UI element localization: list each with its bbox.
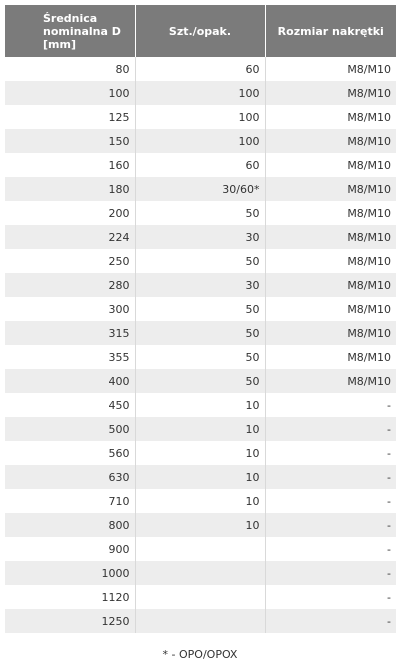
table-header — [5, 5, 396, 57]
cell-diameter: 250 — [5, 249, 135, 273]
cell-qty: 50 — [135, 201, 265, 225]
cell-qty: 10 — [135, 441, 265, 465]
table-body — [5, 57, 396, 633]
cell-diameter: 630 — [5, 465, 135, 489]
cell-diameter: 160 — [5, 153, 135, 177]
cell-qty: 10 — [135, 417, 265, 441]
footnote: * - OPO/OPOX — [162, 648, 238, 661]
table-row — [5, 321, 396, 345]
cell-nut-size: - — [265, 441, 396, 465]
table-row — [5, 393, 396, 417]
cell-qty — [135, 537, 265, 561]
header-nut-size: Rozmiar nakrętki — [265, 5, 396, 57]
cell-nut-size: - — [265, 537, 396, 561]
cell-diameter: 1250 — [5, 609, 135, 633]
cell-nut-size: M8/M10 — [265, 57, 396, 81]
cell-diameter: 80 — [5, 57, 135, 81]
table-row — [5, 57, 396, 81]
table-row — [5, 297, 396, 321]
cell-diameter: 300 — [5, 297, 135, 321]
cell-nut-size: M8/M10 — [265, 369, 396, 393]
cell-diameter: 1120 — [5, 585, 135, 609]
cell-diameter: 180 — [5, 177, 135, 201]
table-row — [5, 345, 396, 369]
cell-nut-size: - — [265, 585, 396, 609]
table-row — [5, 369, 396, 393]
table-row — [5, 273, 396, 297]
cell-qty: 100 — [135, 81, 265, 105]
header-diameter-line1: Średnica — [43, 11, 98, 25]
cell-diameter: 800 — [5, 513, 135, 537]
cell-nut-size: M8/M10 — [265, 177, 396, 201]
cell-qty — [135, 561, 265, 585]
header-row — [5, 5, 396, 57]
cell-qty: 100 — [135, 129, 265, 153]
table-row — [5, 225, 396, 249]
cell-qty: 10 — [135, 393, 265, 417]
header-diameter — [5, 5, 135, 57]
cell-qty: 10 — [135, 513, 265, 537]
table-row — [5, 489, 396, 513]
table-row — [5, 441, 396, 465]
cell-qty: 50 — [135, 345, 265, 369]
cell-diameter: 900 — [5, 537, 135, 561]
table-row — [5, 609, 396, 633]
cell-nut-size: M8/M10 — [265, 129, 396, 153]
cell-qty: 30 — [135, 273, 265, 297]
cell-nut-size: M8/M10 — [265, 297, 396, 321]
cell-qty — [135, 585, 265, 609]
cell-qty: 50 — [135, 321, 265, 345]
cell-nut-size: M8/M10 — [265, 201, 396, 225]
cell-qty: 100 — [135, 105, 265, 129]
cell-qty: 10 — [135, 465, 265, 489]
cell-qty: 50 — [135, 297, 265, 321]
table-row — [5, 129, 396, 153]
table-row — [5, 513, 396, 537]
cell-nut-size: - — [265, 465, 396, 489]
header-diameter-line3: [mm] — [43, 37, 76, 51]
table-row — [5, 177, 396, 201]
cell-nut-size: - — [265, 393, 396, 417]
cell-nut-size: M8/M10 — [265, 345, 396, 369]
table-row — [5, 105, 396, 129]
cell-diameter: 280 — [5, 273, 135, 297]
cell-qty — [135, 609, 265, 633]
cell-nut-size: - — [265, 489, 396, 513]
cell-qty: 30/60* — [135, 177, 265, 201]
cell-diameter: 560 — [5, 441, 135, 465]
table-row — [5, 417, 396, 441]
cell-diameter: 355 — [5, 345, 135, 369]
cell-diameter: 200 — [5, 201, 135, 225]
cell-diameter: 400 — [5, 369, 135, 393]
cell-nut-size: M8/M10 — [265, 273, 396, 297]
cell-qty: 50 — [135, 369, 265, 393]
table-row — [5, 585, 396, 609]
cell-qty: 10 — [135, 489, 265, 513]
cell-diameter: 224 — [5, 225, 135, 249]
table-row — [5, 249, 396, 273]
cell-nut-size: - — [265, 417, 396, 441]
cell-nut-size: - — [265, 609, 396, 633]
table-row — [5, 153, 396, 177]
cell-diameter: 100 — [5, 81, 135, 105]
cell-nut-size: - — [265, 561, 396, 585]
header-diameter-line2: nominalna D — [43, 24, 121, 38]
cell-qty: 30 — [135, 225, 265, 249]
cell-nut-size: M8/M10 — [265, 153, 396, 177]
table-row — [5, 537, 396, 561]
header-qty: Szt./opak. — [135, 5, 265, 57]
cell-nut-size: M8/M10 — [265, 105, 396, 129]
cell-diameter: 1000 — [5, 561, 135, 585]
cell-qty: 60 — [135, 57, 265, 81]
cell-nut-size: - — [265, 513, 396, 537]
cell-nut-size: M8/M10 — [265, 225, 396, 249]
cell-diameter: 150 — [5, 129, 135, 153]
table-row — [5, 201, 396, 225]
cell-nut-size: M8/M10 — [265, 321, 396, 345]
table-row — [5, 465, 396, 489]
specs-table — [5, 5, 396, 633]
cell-diameter: 450 — [5, 393, 135, 417]
cell-diameter: 125 — [5, 105, 135, 129]
cell-qty: 50 — [135, 249, 265, 273]
cell-nut-size: M8/M10 — [265, 249, 396, 273]
table-row — [5, 561, 396, 585]
table-row — [5, 81, 396, 105]
cell-nut-size: M8/M10 — [265, 81, 396, 105]
cell-diameter: 315 — [5, 321, 135, 345]
cell-diameter: 500 — [5, 417, 135, 441]
cell-qty: 60 — [135, 153, 265, 177]
cell-diameter: 710 — [5, 489, 135, 513]
